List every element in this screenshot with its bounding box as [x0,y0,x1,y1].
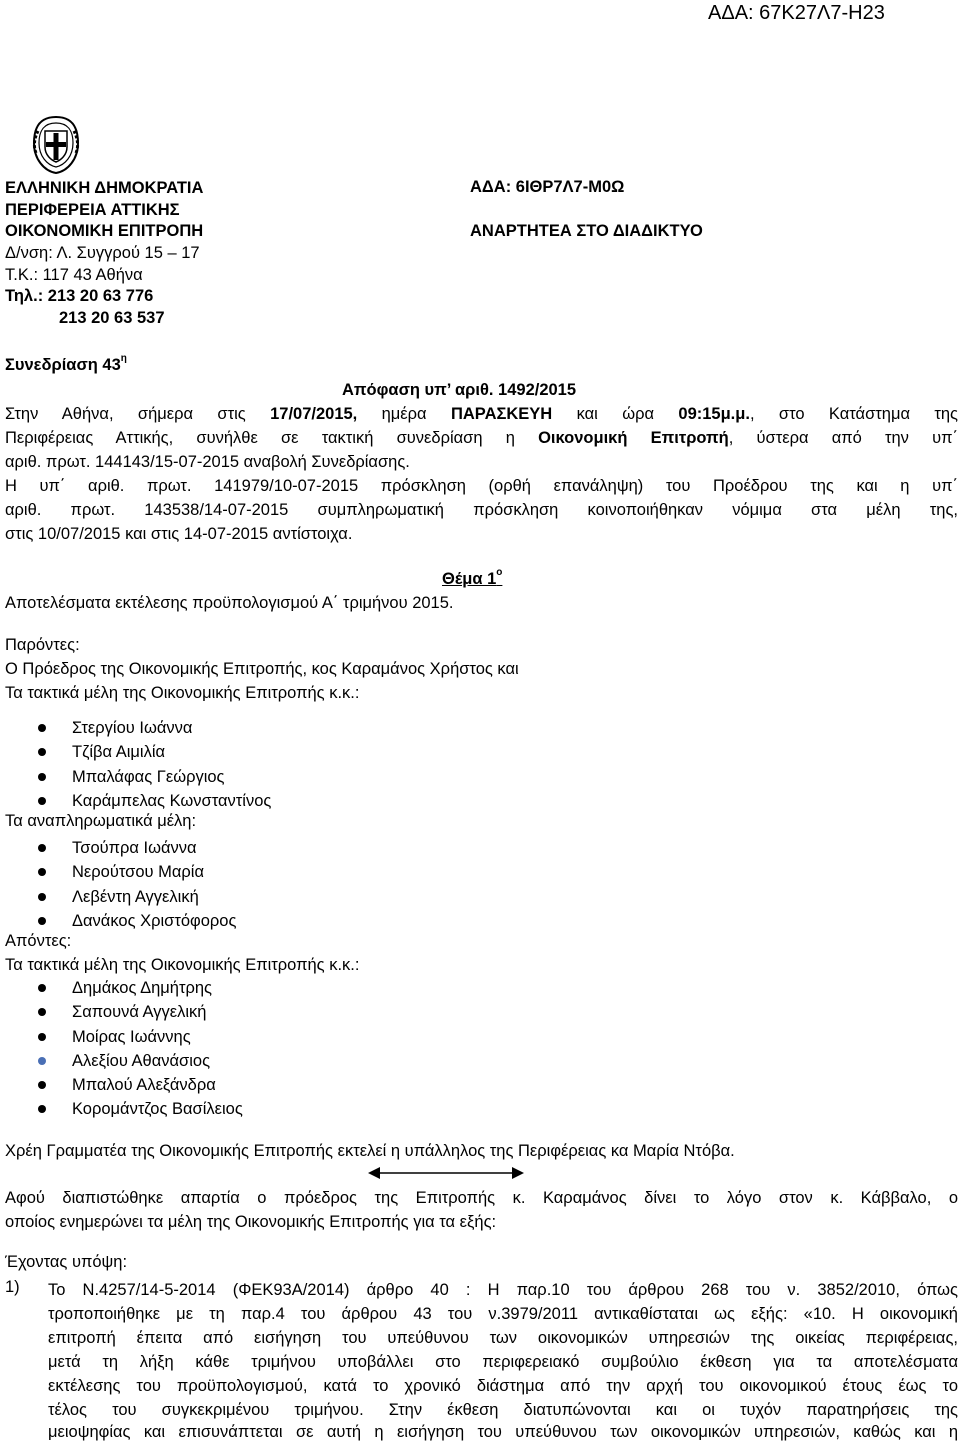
intro-line-3: αριθ. πρωτ. 144143/15-07-2015 αναβολή Συνεδρίασης. [5,453,410,471]
considering-label: Έχοντας υπόψη: [5,1253,128,1271]
present-label: Παρόντες: [5,636,80,654]
list-item: Σαπουνά Αγγελική [38,1000,243,1024]
intro-line-1: Στην Αθήνα, σήμερα στις 17/07/2015, ημέρα ΠΑΡΑΣΚΕΥΗ και ώρα 09:15μ.μ., στο Κατάστημα της [5,405,958,423]
list-item: Μπαλάφας Γεώργιος [38,765,271,789]
considering-line-6: τέλος του συγκεκριμένου τριμήνου. Στην έκθεση διατυπώνονται και οι τυχόν παρατηρήσεις της [48,1401,958,1419]
quorum-line-2: οποίος ενημερώνει τα μέλη της Οικονομικής Επιτροπής για τα εξής: [5,1213,497,1231]
present-alternate-label: Τα αναπληρωματικά μέλη: [5,812,197,830]
topic-description: Αποτελέσματα εκτέλεσης προϋπολογισμού Α΄ τριμήνου 2015. [5,594,454,612]
list-item: Νερούτσου Μαρία [38,860,236,884]
intro-line-4: Η υπ΄ αριθ. πρωτ. 141979/10-07-2015 πρόσκληση (ορθή επανάληψη) του Προέδρου της και η υπ΄ [5,477,958,495]
present-regular-label: Τα τακτικά μέλη της Οικονομικής Επιτροπής κ.κ.: [5,684,360,702]
list-item: Αλεξίου Αθανάσιος [38,1049,243,1073]
present-alternate-list [38,836,236,933]
greek-emblem-icon [28,113,84,177]
absent-regular-label: Τα τακτικά μέλη της Οικονομικής Επιτροπής κ.κ.: [5,956,360,974]
absent-label: Απόντες: [5,932,72,950]
issuer-committee: ΟΙΚΟΝΟΜΙΚΗ ΕΠΙΤΡΟΠΗ [5,222,204,240]
intro-line-5: αριθ. πρωτ. 143538/14-07-2015 συμπληρωματική πρόσκληση κοινοποιήθηκαν νόμιμα στα μέλη της, [5,501,958,519]
intro-line-2: Περιφέρειας Αττικής, συνήλθε σε τακτική συνεδρίαση η Οικονομική Επιτροπή, ύστερα από την υπ΄ [5,429,959,447]
intro-line-6: στις 10/07/2015 και στις 14-07-2015 αντίστοιχα. [5,525,353,543]
issuer-block [5,178,203,243]
ada-top: ΑΔΑ: 67Κ27Λ7-Η23 [708,2,885,24]
secretary-line: Χρέη Γραμματέα της Οικονομικής Επιτροπής εκτελεί η υπάλληλος της Περιφέρειας κα Μαρία Ντόβα. [5,1142,735,1160]
list-item: Στεργίου Ιωάννα [38,716,271,740]
list-item: Καράμπελας Κωνσταντίνος [38,789,271,813]
double-arrow-icon [368,1166,524,1180]
list-item: Δανάκος Χριστόφορος [38,909,236,933]
list-item: Τσούπρα Ιωάννα [38,836,236,860]
issuer-country: ΕΛΛΗΝΙΚΗ ΔΗΜΟΚΡΑΤΙΑ [5,179,204,197]
list-item: Μπαλού Αλεξάνδρα [38,1073,243,1097]
list-item: Τζίβα Αιμιλία [38,740,271,764]
considering-line-5: εκτέλεσης του προϋπολογισμού, κατά το χρονικό διάστημα από την αρχή του οικονομικού έτους έως το [48,1377,958,1395]
issuer-contact [5,243,200,329]
issuer-postcode: Τ.Κ.: 117 43 Αθήνα [5,265,143,284]
present-president: Ο Πρόεδρος της Οικονομικής Επιτροπής, κος Καραμάνος Χρήστος και [5,660,519,678]
considering-line-4: μετά τη λήξη κάθε τριμήνου υποβάλλει στο περιφερειακό συμβούλιο έκθεση για τα αποτελέσματα [48,1353,958,1371]
quorum-line-1: Αφού διαπιστώθηκε απαρτία ο πρόεδρος της Επιτροπής κ. Καραμάνος δίνει το λόγο στον κ. Κάββαλο, ο [5,1189,958,1207]
considering-number: 1) [5,1278,20,1296]
list-item: Λεβέντη Αγγελική [38,885,236,909]
considering-line-1: Το Ν.4257/14-5-2014 (ΦΕΚ93Α/2014) άρθρο 40 : Η παρ.10 του άρθρου 268 του ν. 3852/2010, όπως [48,1281,958,1299]
issuer-phone-1: Τηλ.: 213 20 63 776 [5,287,154,305]
topic-title: Θέμα $1^o$ [442,567,503,588]
header-ada: ΑΔΑ: 6ΙΘΡ7Λ7-Μ0Ω [470,178,625,196]
considering-line-7: μειοψηφίας και επισυνάπτεται σε αυτή η εισήγηση του υπεύθυνου των οικονομικών υπηρεσιών, καθώς και η [48,1423,958,1441]
issuer-region: ΠΕΡΙΦΕΡΕΙΑ ΑΤΤΙΚΗΣ [5,200,180,219]
list-item: Μοίρας Ιωάννης [38,1025,243,1049]
considering-line-3: επιτροπή έπειτα από εισήγηση του υπεύθυνου των οικονομικών υπηρεσιών της οικείας περιφέρειας, [48,1329,958,1347]
session-number: Συνεδρίαση $43^\eta$ [5,353,127,374]
considering-line-2: τροποποιήθηκε με τη παρ.4 του άρθρου 43 του ν.3979/2011 αντικαθίσταται ως εξής: «10. Η οικονομική [48,1305,958,1323]
present-regular-list [38,716,271,813]
header-posting: ΑΝΑΡΤΗΤΕΑ ΣΤΟ ΔΙΑΔΙΚΤΥΟ [470,222,703,240]
decision-number: Απόφαση υπ’ αριθ. 1492/2015 [342,381,577,399]
list-item: Δημάκος Δημήτρης [38,976,243,1000]
issuer-phone-2: 213 20 63 537 [59,308,165,327]
issuer-address: Δ/νση: Λ. Συγγρού 15 – 17 [5,244,200,262]
absent-list [38,976,243,1122]
list-item: Κορομάντζος Βασίλειος [38,1097,243,1121]
